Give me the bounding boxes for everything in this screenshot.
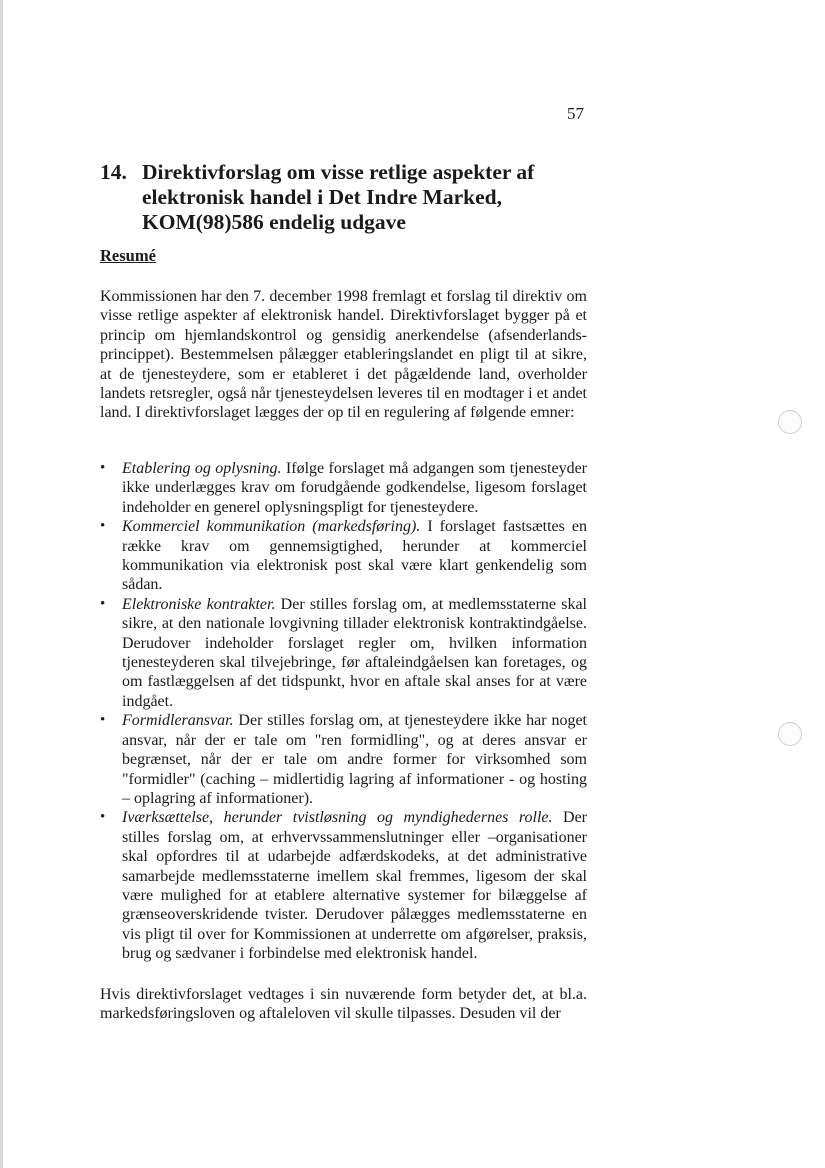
heading-title: Direktivforslag om visse retlige aspekter af elektronisk handel i Det Indre Marked, KOM(98)586 endelig udgave — [142, 160, 535, 234]
page-edge — [0, 0, 3, 1168]
bullet-icon: • — [100, 712, 106, 729]
bullet-text: Ifølge forslaget må adgangen som tjenesteyder ikke underlægges krav om forudgående godkendelse, ligesom forslaget indeholder en generel oplysningspligt for tjenesteydere. — [122, 460, 588, 516]
bullet-icon: • — [100, 460, 106, 476]
bullet-lead: Formidleransvar. — [122, 712, 234, 730]
section-title: Resumé — [100, 246, 156, 265]
bullet-text: Der stilles forslag om, at erhvervssammenslutninger eller –organisationer skal opfordres til at udarbejde adfærdskodeks, at det administrative samarbejde medlemsstaterne imellem skal fremmes, ligesom der skal være mulighed for at etablere alternative systemer for bilæggelse af grænseoverskridende tvister. Derudover pålægges medlemsstaterne en vis pligt til over for Kommissionen at underrette om afgørelser, praksis, brug og sædvaner i forbindelse med elektronisk handel. — [122, 809, 587, 963]
list-item — [100, 517, 587, 595]
punch-hole-mark — [778, 410, 802, 434]
heading-number: 14. — [100, 160, 127, 184]
punch-hole-mark — [778, 722, 802, 746]
bullet-lead: Kommerciel kommunikation (markedsføring). — [122, 518, 421, 536]
bullet-lead: Elektroniske kontrakter. — [122, 595, 276, 613]
bullet-text: Der stilles forslag om, at tjenesteydere ikke har noget ansvar, når der er tale om "ren formidling", og at deres ansvar er begrænset, når der er tale om andre former for virksomhed som "formidler" (caching – midlertidig lagring af informationer - og hosting – oplagring af informationer). — [122, 712, 587, 807]
list-item — [100, 808, 587, 963]
intro-paragraph: Kommissionen har den 7. december 1998 fremlagt et forslag til direktiv om visse retlige aspekter af elektronisk handel. Direktivforslaget bygger på et princip om hjemlandskontrol og gensidig anerkendelse (afsenderlands-princippet). Bestemmelsen pålægger etableringslandet en pligt til at sikre, at de tjenesteydere, som er etableret i det pågældende land, overholder landets retsregler, også når tjenesteydelsen leveres til en modtager i et andet land. I direktivforslaget lægges der op til en regulering af følgende emner: — [100, 288, 587, 422]
list-item — [100, 459, 587, 517]
bullet-text: Der stilles forslag om, at medlemsstaterne skal sikre, at den nationale lovgivning tillader elektronisk kontraktindgåelse. Derudover indeholder forslaget regler om, hvilken information tjenesteyderen skal tilvejebringe, før aftaleindgåelsen kan foretages, og om fastlæggelsen af det tidspunkt, hvor en aftale skal anses for at være indgået. — [122, 595, 588, 710]
bullet-list — [100, 459, 587, 964]
list-item — [100, 595, 587, 711]
document-heading — [100, 160, 600, 235]
bullet-icon: • — [100, 595, 106, 612]
bullet-icon: • — [100, 518, 106, 535]
list-item — [100, 711, 587, 808]
bullet-lead: Etablering og oplysning. — [122, 460, 282, 477]
bullet-text: I forslaget fastsættes en række krav om gennemsigtighed, herunder at kommerciel kommunikation via elektronisk post skal være klart genkendelig som sådan. — [122, 518, 588, 594]
page-number: 57 — [567, 104, 584, 123]
closing-paragraph: Hvis direktivforslaget vedtages i sin nuværende form betyder det, at bl.a. markedsføringsloven og aftaleloven vil skulle tilpasses. Desuden vil der — [100, 986, 587, 1023]
bullet-lead: Iværksættelse, herunder tvistløsning og myndighedernes rolle. — [122, 809, 553, 827]
bullet-icon: • — [100, 809, 106, 826]
